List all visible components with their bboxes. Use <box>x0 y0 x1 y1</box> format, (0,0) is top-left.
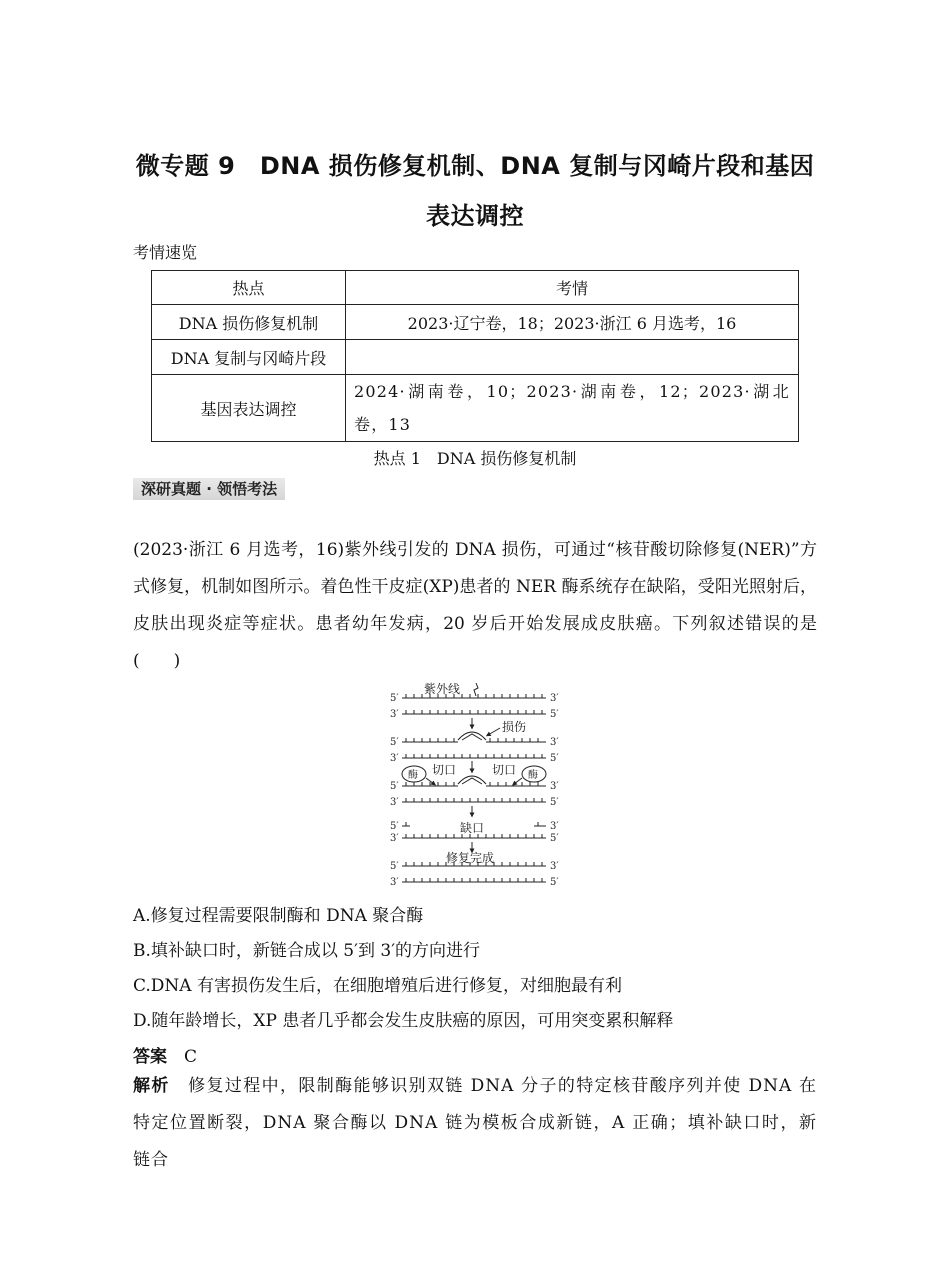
table-row <box>152 375 799 442</box>
option-b: B.填补缺口时，新链合成以 5′到 3′的方向进行 <box>133 941 481 961</box>
question-text: (2023·浙江 6 月选考，16)紫外线引发的 DNA 损伤，可通过“核苷酸切除修复(NER)”方式修复，机制如图所示。着色性干皮症(XP)患者的 NER 酶系统存在缺陷，受阳光照射后，皮肤出现炎症等症状。患者幼年发病，20 岁后开始发展成皮肤癌。下列叙述错误的是( ) <box>133 540 817 671</box>
answer-label: 答案 <box>133 1047 167 1067</box>
strand-end-label: 5′ <box>550 797 559 808</box>
strand-end-label: 5′ <box>550 877 559 888</box>
cut-label-left: 切口 <box>432 763 457 777</box>
ner-repair-diagram <box>388 678 568 890</box>
table-cell <box>346 340 799 375</box>
table-row <box>152 305 799 340</box>
enzyme-label-left: 酶 <box>408 770 418 781</box>
table-cell: 2024·湖南卷，10；2023·湖南卷，12；2023·湖北卷，13 <box>346 375 799 442</box>
strand-end-label: 5′ <box>390 861 399 872</box>
analysis-label: 解析 <box>133 1076 170 1096</box>
strand-end-label: 3′ <box>550 861 559 872</box>
table-cell: 基因表达调控 <box>152 375 346 442</box>
uv-label: 紫外线 <box>424 682 461 696</box>
strand-end-label: 5′ <box>550 709 559 720</box>
damage-bump <box>458 732 486 740</box>
damage-kink <box>462 778 482 784</box>
option-c: C.DNA 有害损伤发生后，在细胞增殖后进行修复，对细胞最有利 <box>133 976 622 996</box>
strand-end-label: 3′ <box>390 877 399 888</box>
page-title-line2: 表达调控 <box>426 202 524 230</box>
table-header-hotspot: 热点 <box>152 271 346 305</box>
damage-bump <box>458 776 486 784</box>
strand-end-label: 3′ <box>550 821 559 832</box>
strand-end-label: 5′ <box>390 737 399 748</box>
option-d: D.随年龄增长，XP 患者几乎都会发生皮肤癌的原因，可用突变累积解释 <box>133 1011 674 1031</box>
strand-end-label: 3′ <box>390 797 399 808</box>
strand-end-label: 3′ <box>390 709 399 720</box>
answer-value: C <box>184 1047 198 1067</box>
damage-kink <box>462 734 482 740</box>
table-cell: DNA 复制与冈崎片段 <box>152 340 346 375</box>
table-row <box>152 340 799 375</box>
analysis-text: 修复过程中，限制酶能够识别双链 DNA 分子的特定核苷酸序列并使 DNA 在特定位置断裂，DNA 聚合酶以 DNA 链为模板合成新链，A 正确；填补缺口时，新链合 <box>133 1076 818 1170</box>
enzyme-label-right: 酶 <box>528 770 538 781</box>
table-cell: DNA 损伤修复机制 <box>152 305 346 340</box>
strand-end-label: 5′ <box>390 781 399 792</box>
strand-end-label: 3′ <box>390 833 399 844</box>
table-cell: 2023·辽宁卷，18；2023·浙江 6 月选考，16 <box>346 305 799 340</box>
answer-line <box>133 1042 197 1067</box>
strand-end-label: 5′ <box>390 693 399 704</box>
damage-label: 损伤 <box>502 720 527 734</box>
strand-end-label: 3′ <box>550 781 559 792</box>
strand-end-label: 3′ <box>550 693 559 704</box>
strand-end-label: 3′ <box>550 737 559 748</box>
strand-end-label: 5′ <box>550 753 559 764</box>
hotspot-caption: 热点 1 DNA 损伤修复机制 <box>373 449 577 468</box>
repair-done-label: 修复完成 <box>446 851 495 865</box>
strand-end-label: 5′ <box>550 833 559 844</box>
strand-end-label: 5′ <box>390 821 399 832</box>
analysis-paragraph <box>133 1068 817 1179</box>
table-header-exams: 考情 <box>346 271 799 305</box>
section-label: 考情速览 <box>133 243 198 262</box>
uv-bolt-icon <box>474 683 478 696</box>
damage-pointer <box>488 728 500 735</box>
option-a: A.修复过程需要限制酶和 DNA 聚合酶 <box>133 906 424 926</box>
strand-end-label: 3′ <box>390 753 399 764</box>
section-banner: 深研真题 · 领悟考法 <box>133 478 285 500</box>
page-title-line1: 微专题 9 DNA 损伤修复机制、DNA 复制与冈崎片段和基因 <box>135 152 815 180</box>
cut-label-right: 切口 <box>492 763 517 777</box>
gap-label: 缺口 <box>460 821 485 835</box>
hotspot-table <box>151 270 799 442</box>
